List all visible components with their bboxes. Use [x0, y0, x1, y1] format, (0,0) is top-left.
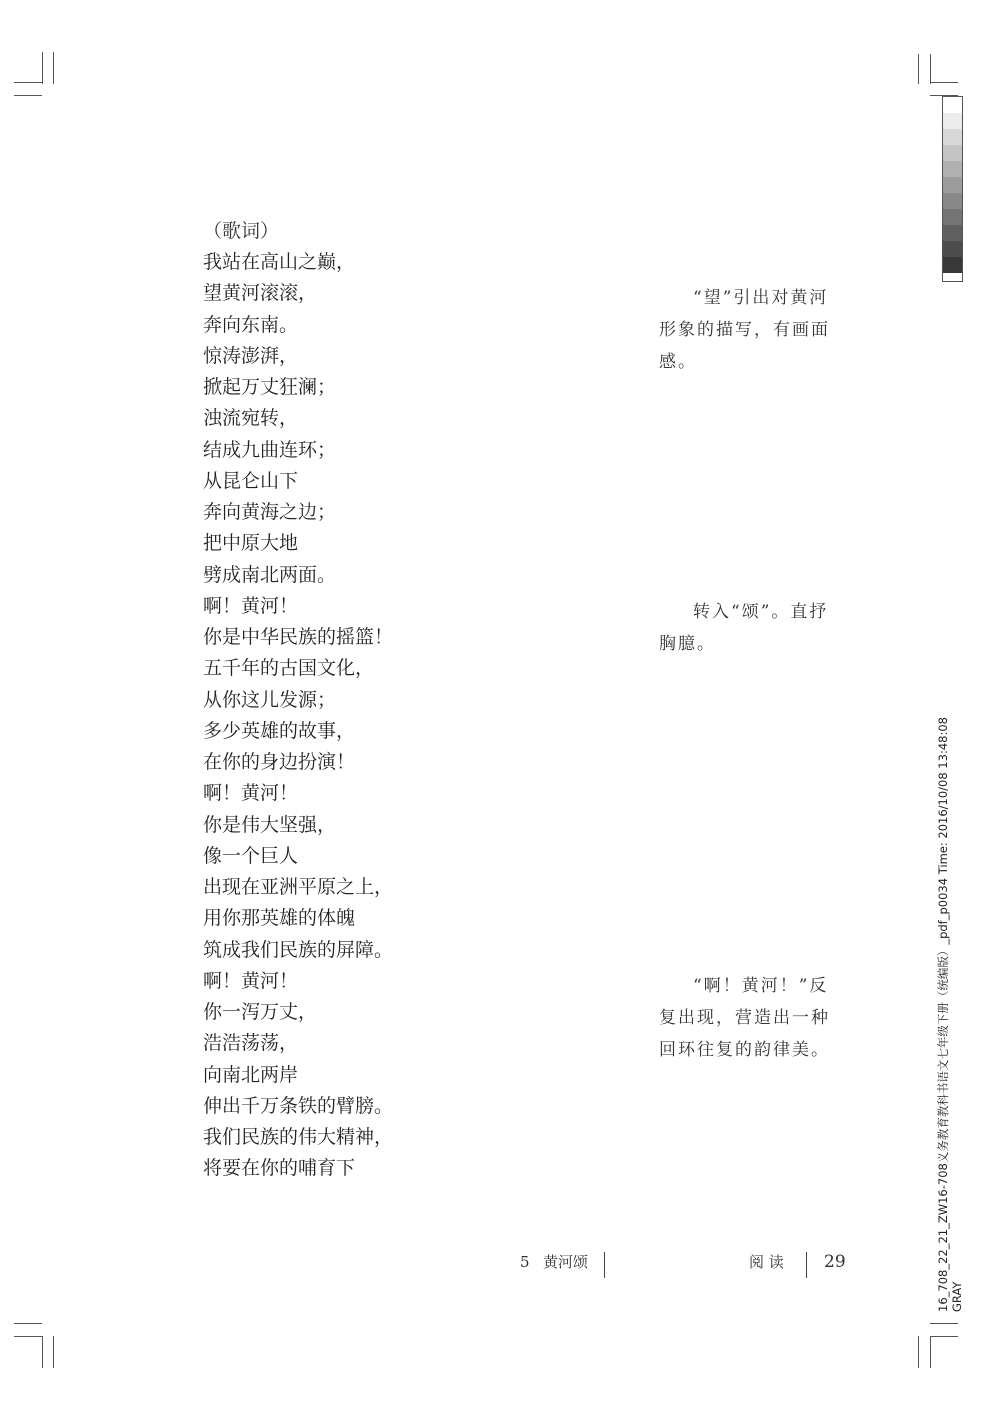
lyric-line: 将要在你的哺育下	[203, 1157, 356, 1180]
crop-mark	[42, 1336, 43, 1368]
lyric-line: 你一泻万丈，	[203, 1001, 318, 1023]
crop-mark	[918, 1336, 919, 1368]
lyrics-block	[203, 216, 603, 1185]
crop-mark	[14, 82, 42, 83]
grayscale-step	[943, 97, 962, 113]
footer-divider	[604, 1252, 605, 1278]
page-number: 29	[824, 1252, 846, 1272]
lyric-line: 望黄河滚滚，	[203, 282, 318, 305]
lyric-line: 向南北两岸	[203, 1063, 299, 1086]
grayscale-step	[943, 113, 962, 129]
lyric-line: 把中原大地	[203, 532, 299, 555]
crop-mark	[918, 54, 919, 84]
lyric-line: 啊！黄河！	[203, 782, 299, 805]
lyric-line: 浊流宛转，	[203, 407, 299, 430]
grayscale-step	[943, 161, 962, 177]
grayscale-step	[943, 129, 962, 145]
crop-mark	[14, 1336, 42, 1337]
crop-mark	[53, 1336, 54, 1368]
crop-mark	[930, 1323, 958, 1324]
lyric-line: 筑成我们民族的屏障。	[203, 938, 394, 961]
crop-mark	[930, 54, 931, 84]
lyric-line: 多少英雄的故事，	[203, 719, 356, 742]
lyric-line: 像一个巨人	[203, 844, 299, 867]
lyrics-lines	[203, 247, 603, 1185]
crop-mark	[42, 52, 43, 84]
lyric-line: 我站在高山之巅，	[203, 251, 356, 273]
crop-mark	[14, 95, 42, 96]
crop-mark	[53, 52, 54, 84]
crop-mark	[930, 82, 958, 83]
lyric-line: 出现在亚洲平原之上，	[203, 876, 394, 898]
lyric-line: 用你那英雄的体魄	[203, 907, 356, 930]
lyric-line: 啊！黄河！	[203, 594, 299, 617]
margin-note: “啊！黄河！”反复出现，营造出一种回环往复的韵律美。	[659, 976, 830, 1060]
margin-note: 转入“颂”。直抒胸臆。	[659, 602, 829, 654]
lyric-line: 从你这儿发源；	[203, 688, 337, 711]
lyric-line: 你是中华民族的摇篮！	[203, 626, 394, 648]
lyric-line: 掀起万丈狂澜；	[203, 376, 337, 398]
imprint-line: GRAY	[950, 1281, 964, 1312]
lesson-number: 5	[520, 1253, 530, 1271]
grayscale-step	[943, 193, 962, 209]
margin-note: “望”引出对黄河形象的描写，有画面感。	[659, 288, 830, 372]
crop-mark	[930, 1336, 958, 1337]
section-label: 阅 读	[749, 1253, 784, 1271]
lyric-line: 啊！黄河！	[203, 969, 299, 992]
lyric-line: 在你的身边扮演！	[203, 751, 356, 773]
grayscale-step	[943, 225, 962, 241]
lyric-line: 从昆仑山下	[203, 469, 299, 492]
crop-mark	[14, 1323, 42, 1324]
lyric-line: 伸出千万条铁的臂膀。	[203, 1094, 394, 1117]
grayscale-step	[943, 241, 962, 257]
grayscale-step	[943, 257, 962, 273]
lyric-line: 奔向黄海之边；	[203, 501, 337, 523]
lyric-line: 你是伟大坚强，	[203, 813, 337, 836]
lyric-line: 结成九曲连环；	[203, 438, 337, 461]
lesson-title: 黄河颂	[543, 1253, 589, 1271]
grayscale-calibration-bar	[942, 96, 963, 282]
footer-divider	[806, 1252, 807, 1278]
lyric-line: 奔向东南。	[203, 313, 299, 336]
lyric-line: 五千年的古国文化，	[203, 657, 375, 680]
lyric-line: 惊涛澎湃，	[203, 344, 299, 367]
grayscale-step	[943, 209, 962, 225]
imprint-line: 16_708_22_21_ZW16-708义务教育教科书语文七年级下册（统编版）_pdf_p0034 Time: 2016/10/08 13:48:08	[936, 717, 950, 1312]
crop-mark	[930, 1336, 931, 1368]
lyrics-heading: （歌词）	[203, 220, 280, 242]
grayscale-step	[943, 145, 962, 161]
grayscale-step	[943, 177, 962, 193]
lyric-line: 我们民族的伟大精神，	[203, 1126, 394, 1148]
lyric-line: 劈成南北两面。	[203, 563, 337, 586]
lyric-line: 浩浩荡荡，	[203, 1032, 299, 1055]
